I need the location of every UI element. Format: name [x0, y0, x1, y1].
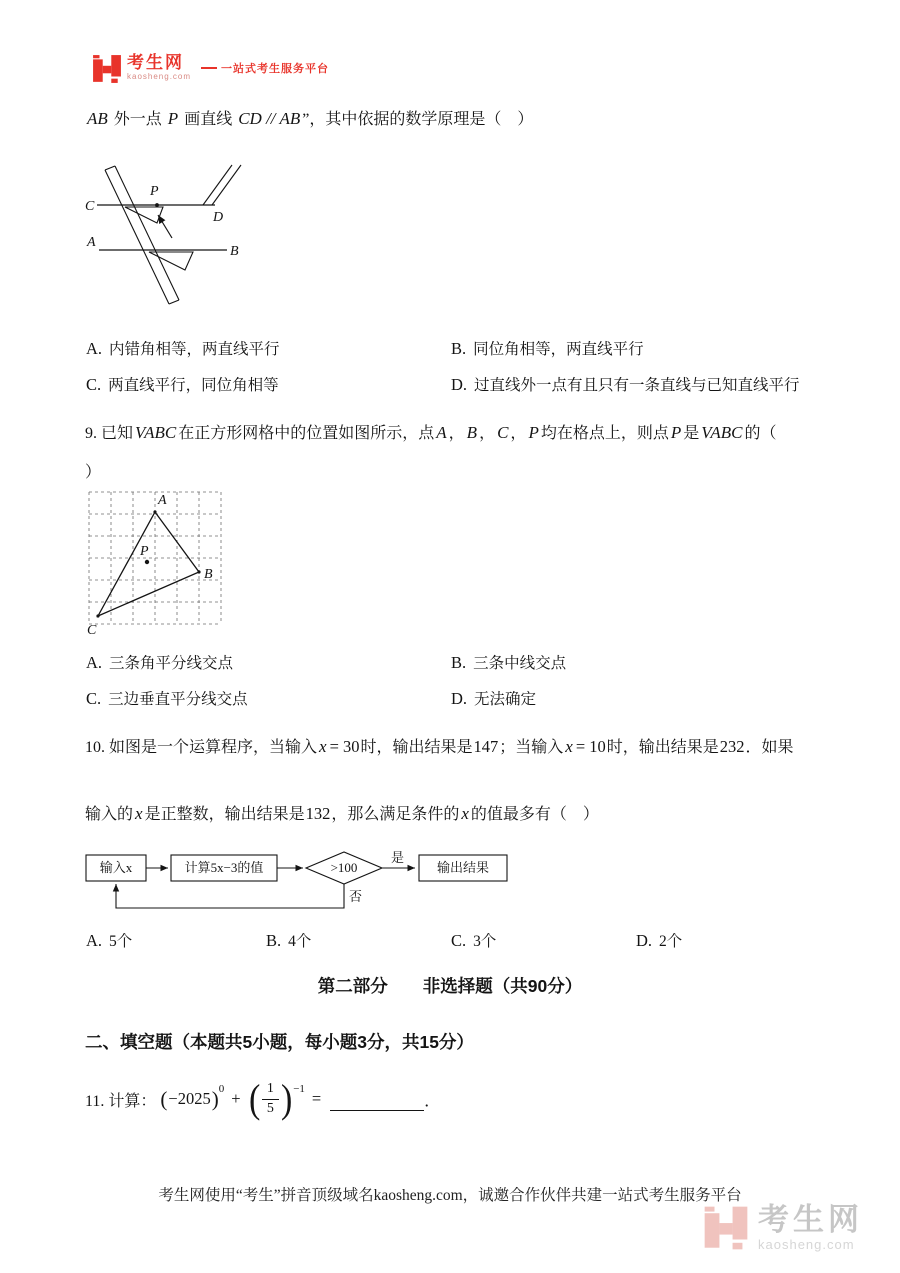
watermark-text-block	[758, 1203, 863, 1252]
watermark-logo-icon	[703, 1205, 749, 1251]
q8-option-b: B. 同位角相等，两直线平行	[451, 339, 644, 358]
q10-stem-line1: 10. 如图是一个运算程序，当输入 x = 30时，输出结果是147；当输入 x = 10时，输出结果是232．如果	[85, 737, 794, 756]
logo-tagline: 一站式考生服务平台	[221, 63, 330, 75]
flow-input-box: 输入x	[99, 860, 133, 875]
q11-prefix: 11. 计算：	[85, 1092, 157, 1110]
plus-sign: +	[231, 1089, 241, 1108]
section2-title: 第二部分 非选择题（共90分）	[317, 976, 583, 996]
logo-text-block	[127, 54, 191, 81]
q10-flowchart	[85, 845, 530, 919]
q11-stem	[85, 1074, 440, 1124]
q9-stem-line1: 9. 已知 VABC 在正方形网格中的位置如图所示，点 A ， B ， C ， P 均在格点上，则点 P 是 VABC 的（	[85, 423, 777, 442]
q10-option-a: A. 5个	[86, 931, 133, 950]
logo-tagline-row	[201, 60, 329, 76]
logo-dash	[201, 67, 217, 69]
fig2-label-p: P	[140, 544, 149, 559]
fig1-label-a: A	[87, 235, 96, 250]
q10-option-b: B. 4个	[266, 931, 312, 950]
open-paren: (	[160, 1086, 168, 1111]
q9-option-b: B. 三条中线交点	[451, 653, 567, 672]
kaosheng-logo	[92, 54, 329, 84]
flow-condition-diamond: >100	[330, 860, 358, 875]
kaosheng-watermark	[703, 1203, 863, 1252]
fig1-label-c: C	[85, 199, 95, 214]
fig1-label-p: P	[150, 184, 159, 199]
watermark-name: 考生网	[758, 1202, 863, 1237]
q10-stem-line2: 输入的 x 是正整数，输出结果是132，那么满足条件的 x 的值最多有（ ）	[85, 804, 599, 823]
logo-domain: kaosheng.com	[127, 72, 192, 81]
exponent-minus-one: −1	[293, 1083, 305, 1095]
watermark-domain: kaosheng.com	[758, 1237, 855, 1252]
fill-in-heading: 二、填空题（本题共5小题，每小题3分，共15分）	[85, 1032, 474, 1052]
q11-formula: ( −2025 ) 0 + ( $\frac{1}{5}$ ) −1 =	[160, 1076, 322, 1121]
big-open-paren: (	[248, 1076, 260, 1121]
fig1-label-d: D	[213, 210, 224, 225]
equals-sign: =	[311, 1089, 322, 1108]
fig1-label-b: B	[230, 244, 239, 259]
logo-name: 考生网	[127, 53, 184, 72]
fig2-label-a: A	[158, 493, 167, 508]
q9-stem-line2: ）	[85, 464, 102, 481]
fraction-one-fifth: $\frac{1}{5}$	[262, 1080, 279, 1118]
kaosheng-logo-icon	[92, 54, 122, 84]
q10-option-c: C. 3个	[451, 931, 497, 950]
q9-option-d: D. 无法确定	[451, 689, 537, 708]
exponent-zero: 0	[218, 1083, 225, 1095]
page-footer: 考生网使用“考生”拼音顶级域名kaosheng.com，诚邀合作伙伴共建一站式考生服务平台	[158, 1187, 742, 1204]
answer-blank	[330, 1088, 424, 1111]
q8-option-a: A. 内错角相等，两直线平行	[86, 339, 280, 358]
q8-geometry-figure	[85, 158, 250, 310]
q10-option-d: D. 2个	[636, 931, 683, 950]
flow-output-box: 输出结果	[436, 860, 490, 875]
q8-option-d: D. 过直线外一点有且只有一条直线与已知直线平行	[451, 375, 800, 394]
flow-yes-label: 是	[391, 850, 405, 865]
big-close-paren: )	[280, 1076, 293, 1121]
close-paren: )	[211, 1086, 219, 1111]
q9-option-c: C. 三边垂直平分线交点	[86, 689, 248, 708]
fig2-label-b: B	[204, 567, 213, 582]
q8-stem: AB 外一点 P 画直线 CD // AB ”，其中依据的数学原理是（ ）	[87, 109, 534, 128]
flow-no-label: 否	[349, 889, 363, 904]
q9-grid-figure	[85, 488, 227, 640]
q8-option-c: C. 两直线平行，同位角相等	[86, 375, 279, 394]
q9-option-a: A. 三条角平分线交点	[86, 653, 234, 672]
fig2-label-c: C	[87, 623, 97, 638]
flow-compute-box: 计算5x−3的值	[184, 860, 264, 875]
q11-period: ．	[424, 1092, 441, 1110]
